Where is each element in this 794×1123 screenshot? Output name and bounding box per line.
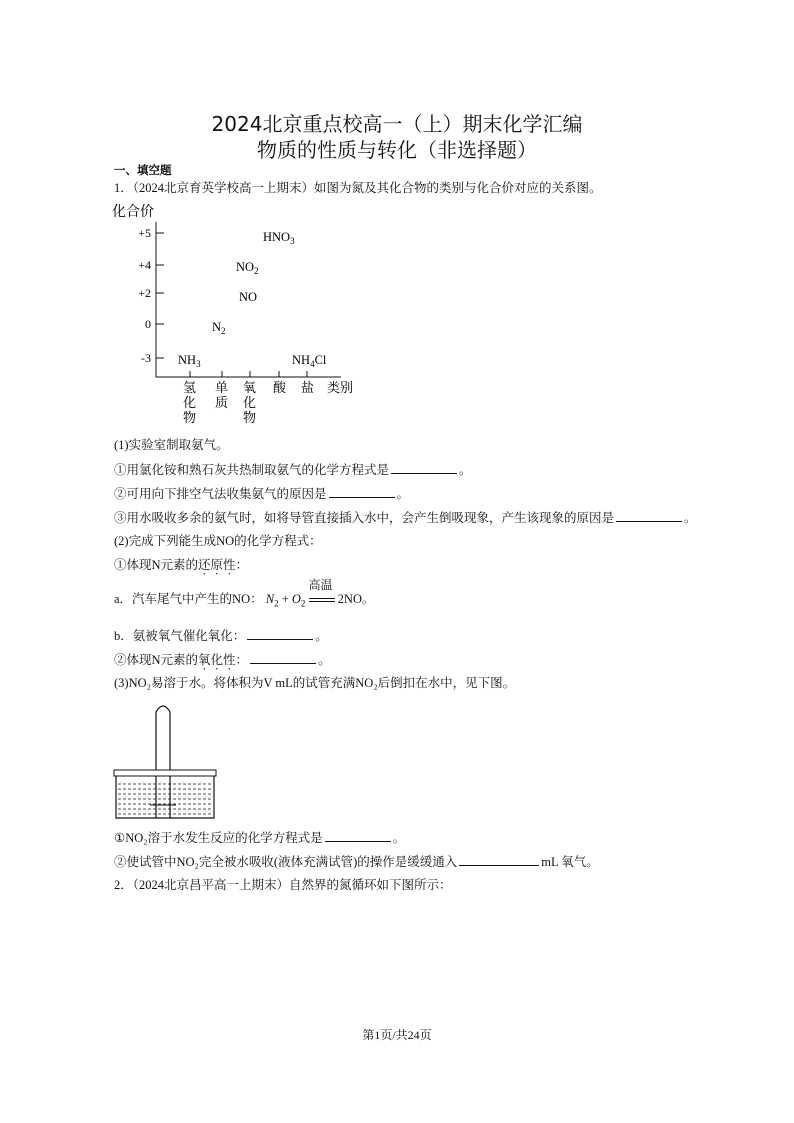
q1-part3a: ①NO₂溶于水发生反应的化学方程式是 。 [114,831,406,845]
ytick-label: +5 [138,226,151,240]
reaction-arrow: 高温 [309,591,335,607]
test-tube-diagram [110,698,222,822]
q1-part3b: ②使试管中NO₂完全被水吸收(液体充满试管)的操作是缓缓通入 mL 氧气。 [114,855,599,869]
answer-blank[interactable] [325,829,391,842]
q2-intro: 2．（2024北京昌平高一上期末）自然界的氮循环如下图所示： [114,878,452,892]
xcat-oxide: 氧 [243,380,257,395]
point-n2: $N_2$ [212,320,226,336]
answer-blank[interactable] [459,853,539,866]
svg-text:物: 物 [243,410,257,425]
q1-part2b: b．氨被氧气催化氧化： 。 [114,629,328,643]
page-subtitle: 物质的性质与转化（非选择题） [257,138,537,162]
svg-text:质: 质 [215,395,229,410]
xcat-hydride: 氢 [183,380,197,395]
xcat-element: 单 [215,380,229,395]
q1-part1a: ①用氯化铵和熟石灰共热制取氨气的化学方程式是 。 [114,463,472,477]
section-heading: 一、填空题 [114,163,172,177]
answer-blank[interactable] [250,651,316,664]
q1-part1c: ③用水吸收多余的氨气时，如将导管直接插入水中，会产生倒吸现象，产生该现象的原因是 。 [114,511,697,525]
point-no: NO [239,290,258,304]
svg-text:化: 化 [183,395,197,410]
point-hno3: $HNO_3$ [263,230,295,246]
answer-blank[interactable] [329,485,395,498]
q1-part2c: ②体现N元素的氧化性： 。 [114,653,331,667]
q1-part2a: ①体现N元素的还原性： [114,558,249,572]
svg-text:化: 化 [243,395,257,410]
q1-part1: (1)实验室制取氨气。 [114,438,229,452]
point-nh3: $NH_3$ [178,353,201,369]
point-no2: $NO_2$ [236,260,259,276]
q1-intro: 1．（2024北京育英学校高一上期末）如图为氮及其化合物的类别与化合价对应的关系图。 [114,181,602,195]
ytick-label: +2 [138,286,151,300]
q1-part1b: ②可用向下排空气法收集氨气的原因是 。 [114,487,410,501]
x-ticks [190,371,307,377]
ytick-label: -3 [141,351,151,365]
xcat-salt: 盐 [301,380,315,395]
answer-blank[interactable] [616,509,682,522]
xcat-acid: 酸 [273,380,287,395]
valence-chart [108,200,368,432]
chart-xlabel: 类别 [327,380,354,395]
ytick-label: +4 [138,258,151,272]
answer-blank[interactable] [391,461,457,474]
page-title: 2024北京重点校高一（上）期末化学汇编 [211,112,583,136]
q1-part3: (3)NO₂易溶于水。将体积为V mL的试管充满NO₂后倒扣在水中，见下图。 [114,676,516,690]
page-footer: 第1页/共24页 [362,1028,432,1042]
y-ticks [138,226,164,365]
chart-ylabel: 化合价 [112,205,154,220]
ytick-label: 0 [145,317,151,331]
point-nh4cl: $NH_4Cl$ [292,353,327,369]
svg-text:物: 物 [183,410,197,425]
answer-blank[interactable] [247,627,313,640]
q1-part2a-eq: a．汽车尾气中产生的NO： $N_2 + O_2$ 高温 2NO。 [114,578,375,609]
q1-part2: (2)完成下列能生成NO的化学方程式： [114,534,322,548]
